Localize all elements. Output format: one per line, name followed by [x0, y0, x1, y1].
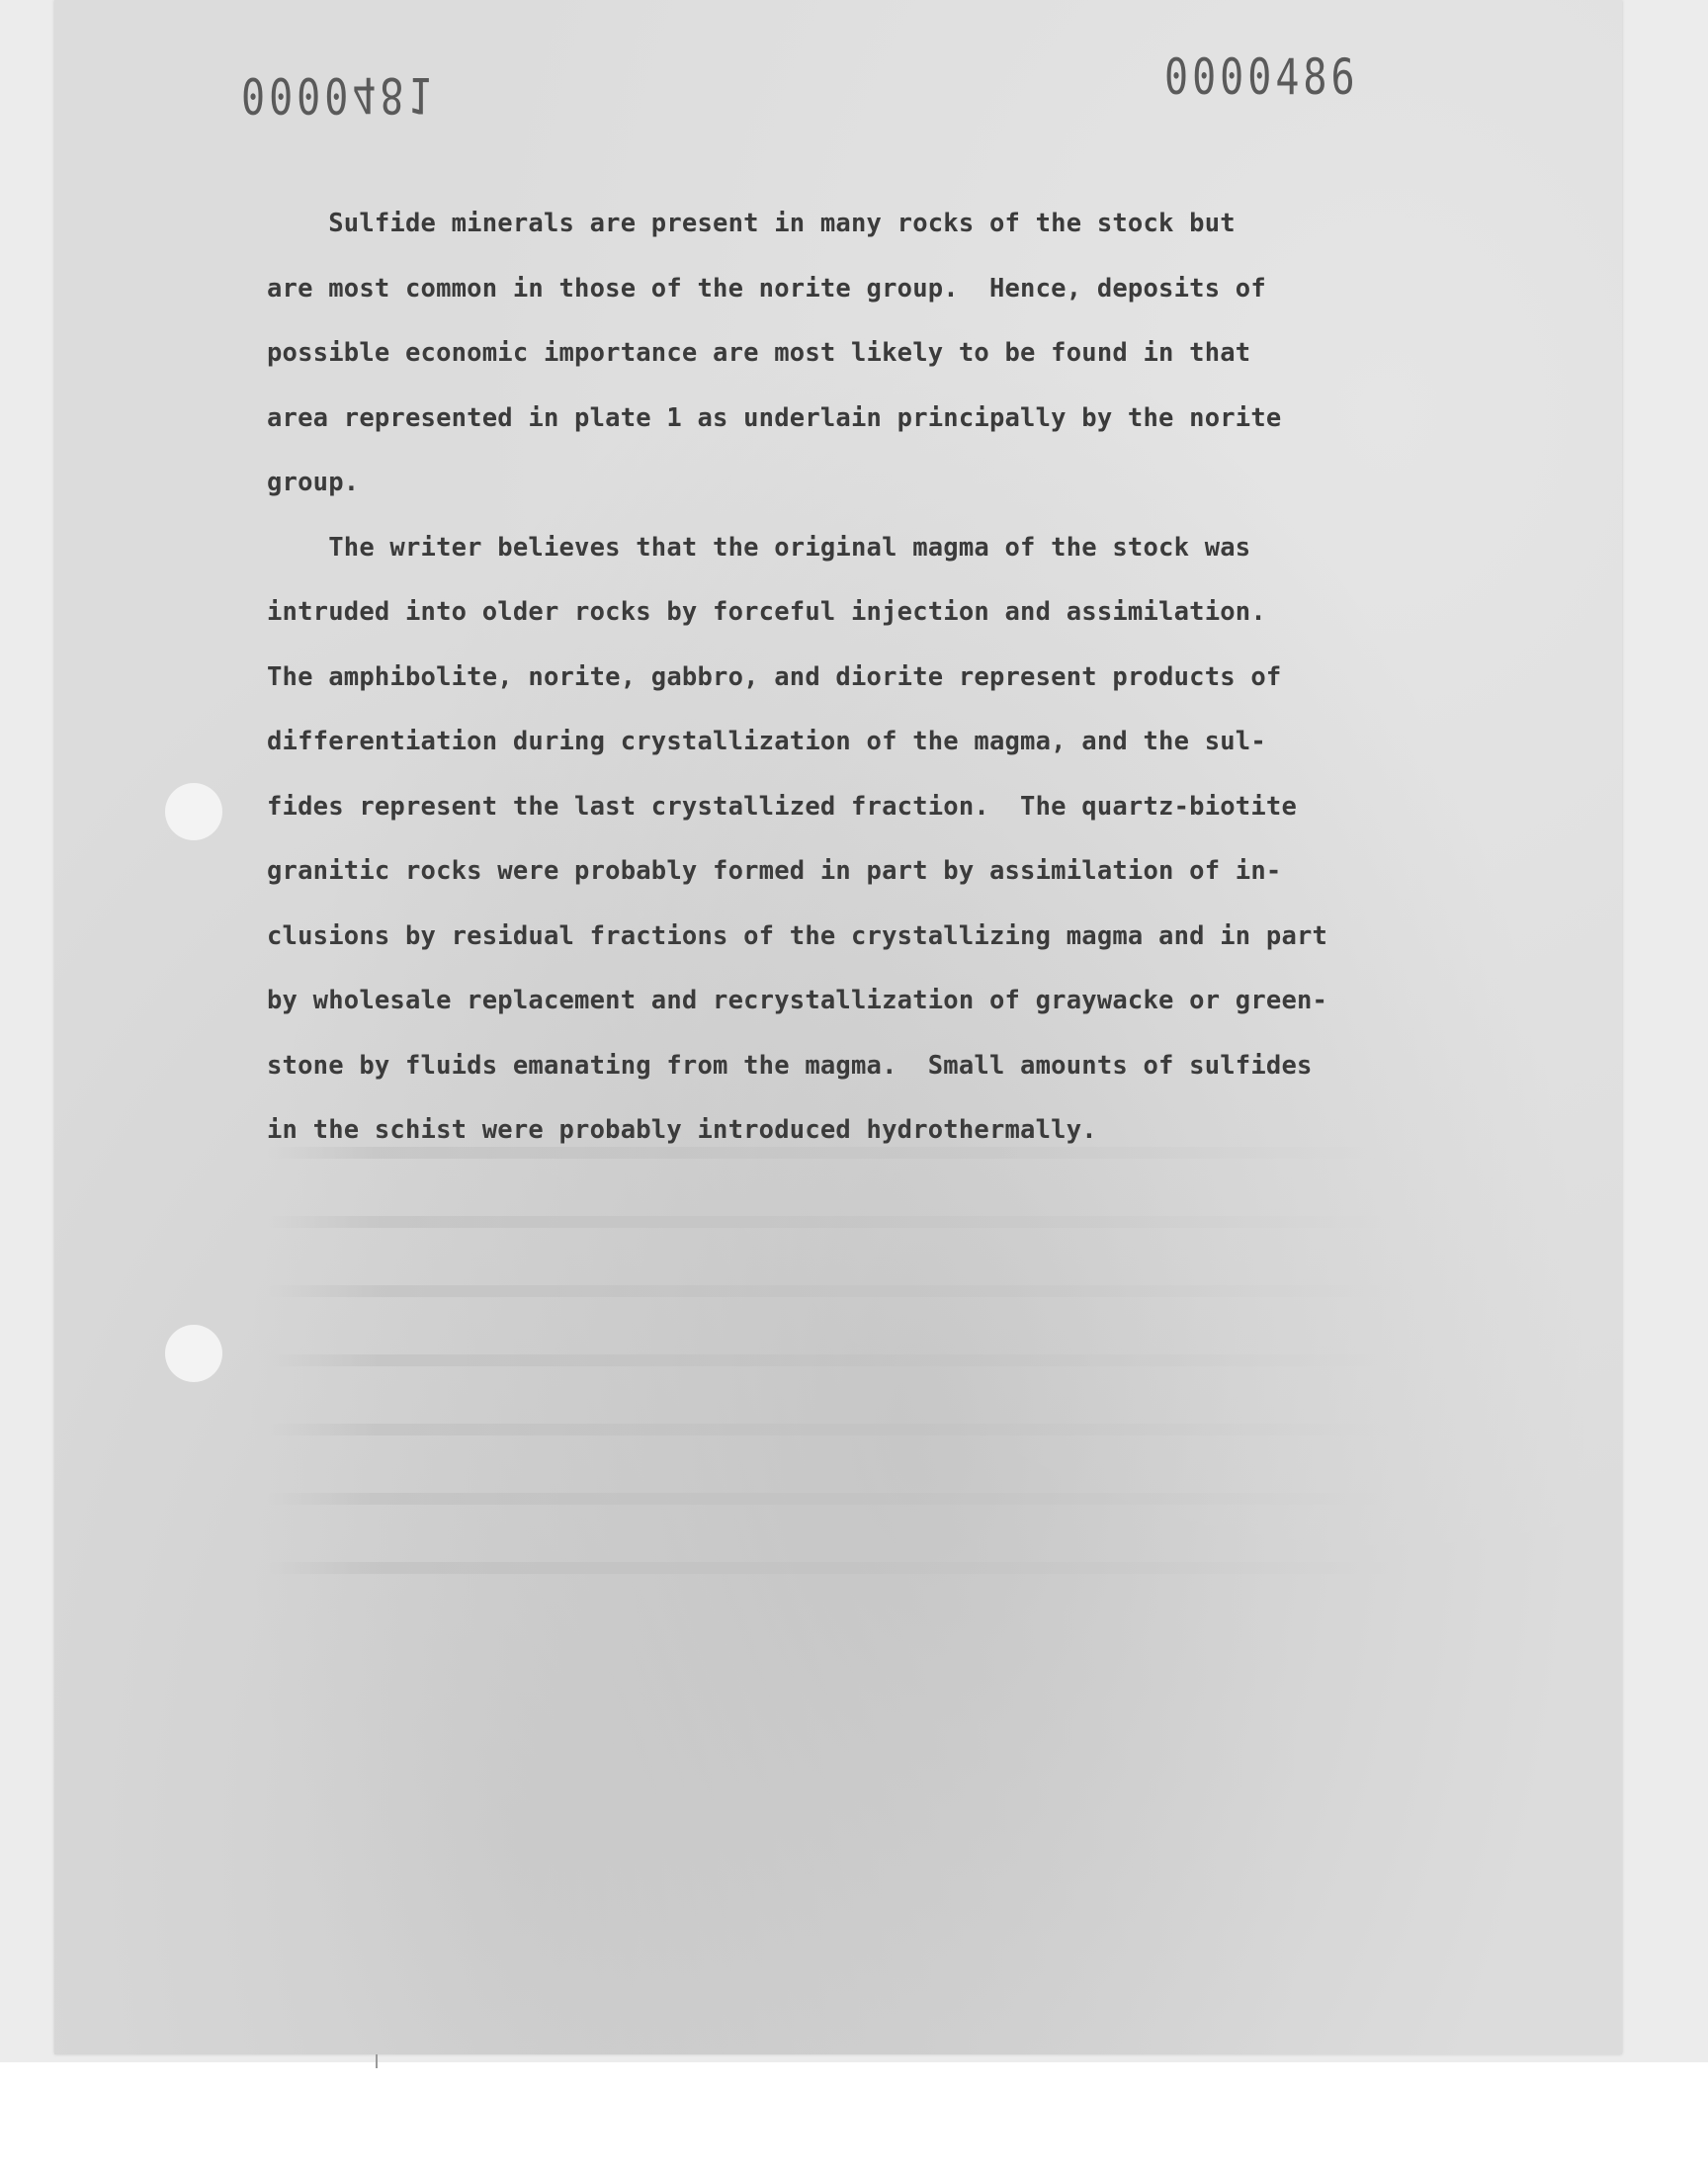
- text-line: stone by fluids emanating from the magma. Small amounts of sulfides: [267, 1050, 1313, 1081]
- page-stamp-right: 0000486: [1164, 49, 1359, 107]
- text-line: possible economic importance are most likely to be found in that: [267, 338, 1251, 368]
- text-line: fides represent the last crystallized fraction. The quartz-biotite: [267, 791, 1298, 822]
- page-edge-mark: [376, 2054, 378, 2068]
- document-body: [267, 192, 1433, 1164]
- text-line: are most common in those of the norite group. Hence, deposits of: [267, 273, 1266, 304]
- text-line: by wholesale replacement and recrystallization of graywacke or green-: [267, 986, 1328, 1015]
- bleed-through-line: [267, 1424, 1394, 1436]
- text-line: differentiation during crystallization of the magma, and the sul-: [267, 727, 1266, 756]
- text-line: group.: [267, 468, 360, 497]
- text-line: The amphibolite, norite, gabbro, and diorite represent products of: [267, 661, 1282, 692]
- bleed-through-line: [267, 1562, 1394, 1574]
- bleed-through-text: [267, 1147, 1394, 1631]
- page-stamp-left: 0000481: [241, 65, 436, 123]
- bleed-through-line: [267, 1493, 1394, 1505]
- text-line: clusions by residual fractions of the crystallizing magma and in part: [267, 920, 1328, 951]
- text-line: The writer believes that the original magma of the stock was: [267, 532, 1251, 563]
- text-line: area represented in plate 1 as underlain principally by the norite: [267, 402, 1282, 433]
- bleed-through-line: [267, 1147, 1394, 1159]
- text-line: Sulfide minerals are present in many rocks of the stock but: [267, 209, 1236, 238]
- text-line: granitic rocks were probably formed in part by assimilation of in-: [267, 856, 1282, 886]
- text-line: in the schist were probably introduced hydrothermally.: [267, 1115, 1097, 1145]
- text-line: intruded into older rocks by forceful injection and assimilation.: [267, 597, 1266, 627]
- punch-hole: [165, 783, 222, 840]
- bleed-through-line: [267, 1216, 1394, 1228]
- bleed-through-line: [267, 1354, 1394, 1366]
- bleed-through-line: [267, 1285, 1394, 1297]
- punch-hole: [165, 1325, 222, 1382]
